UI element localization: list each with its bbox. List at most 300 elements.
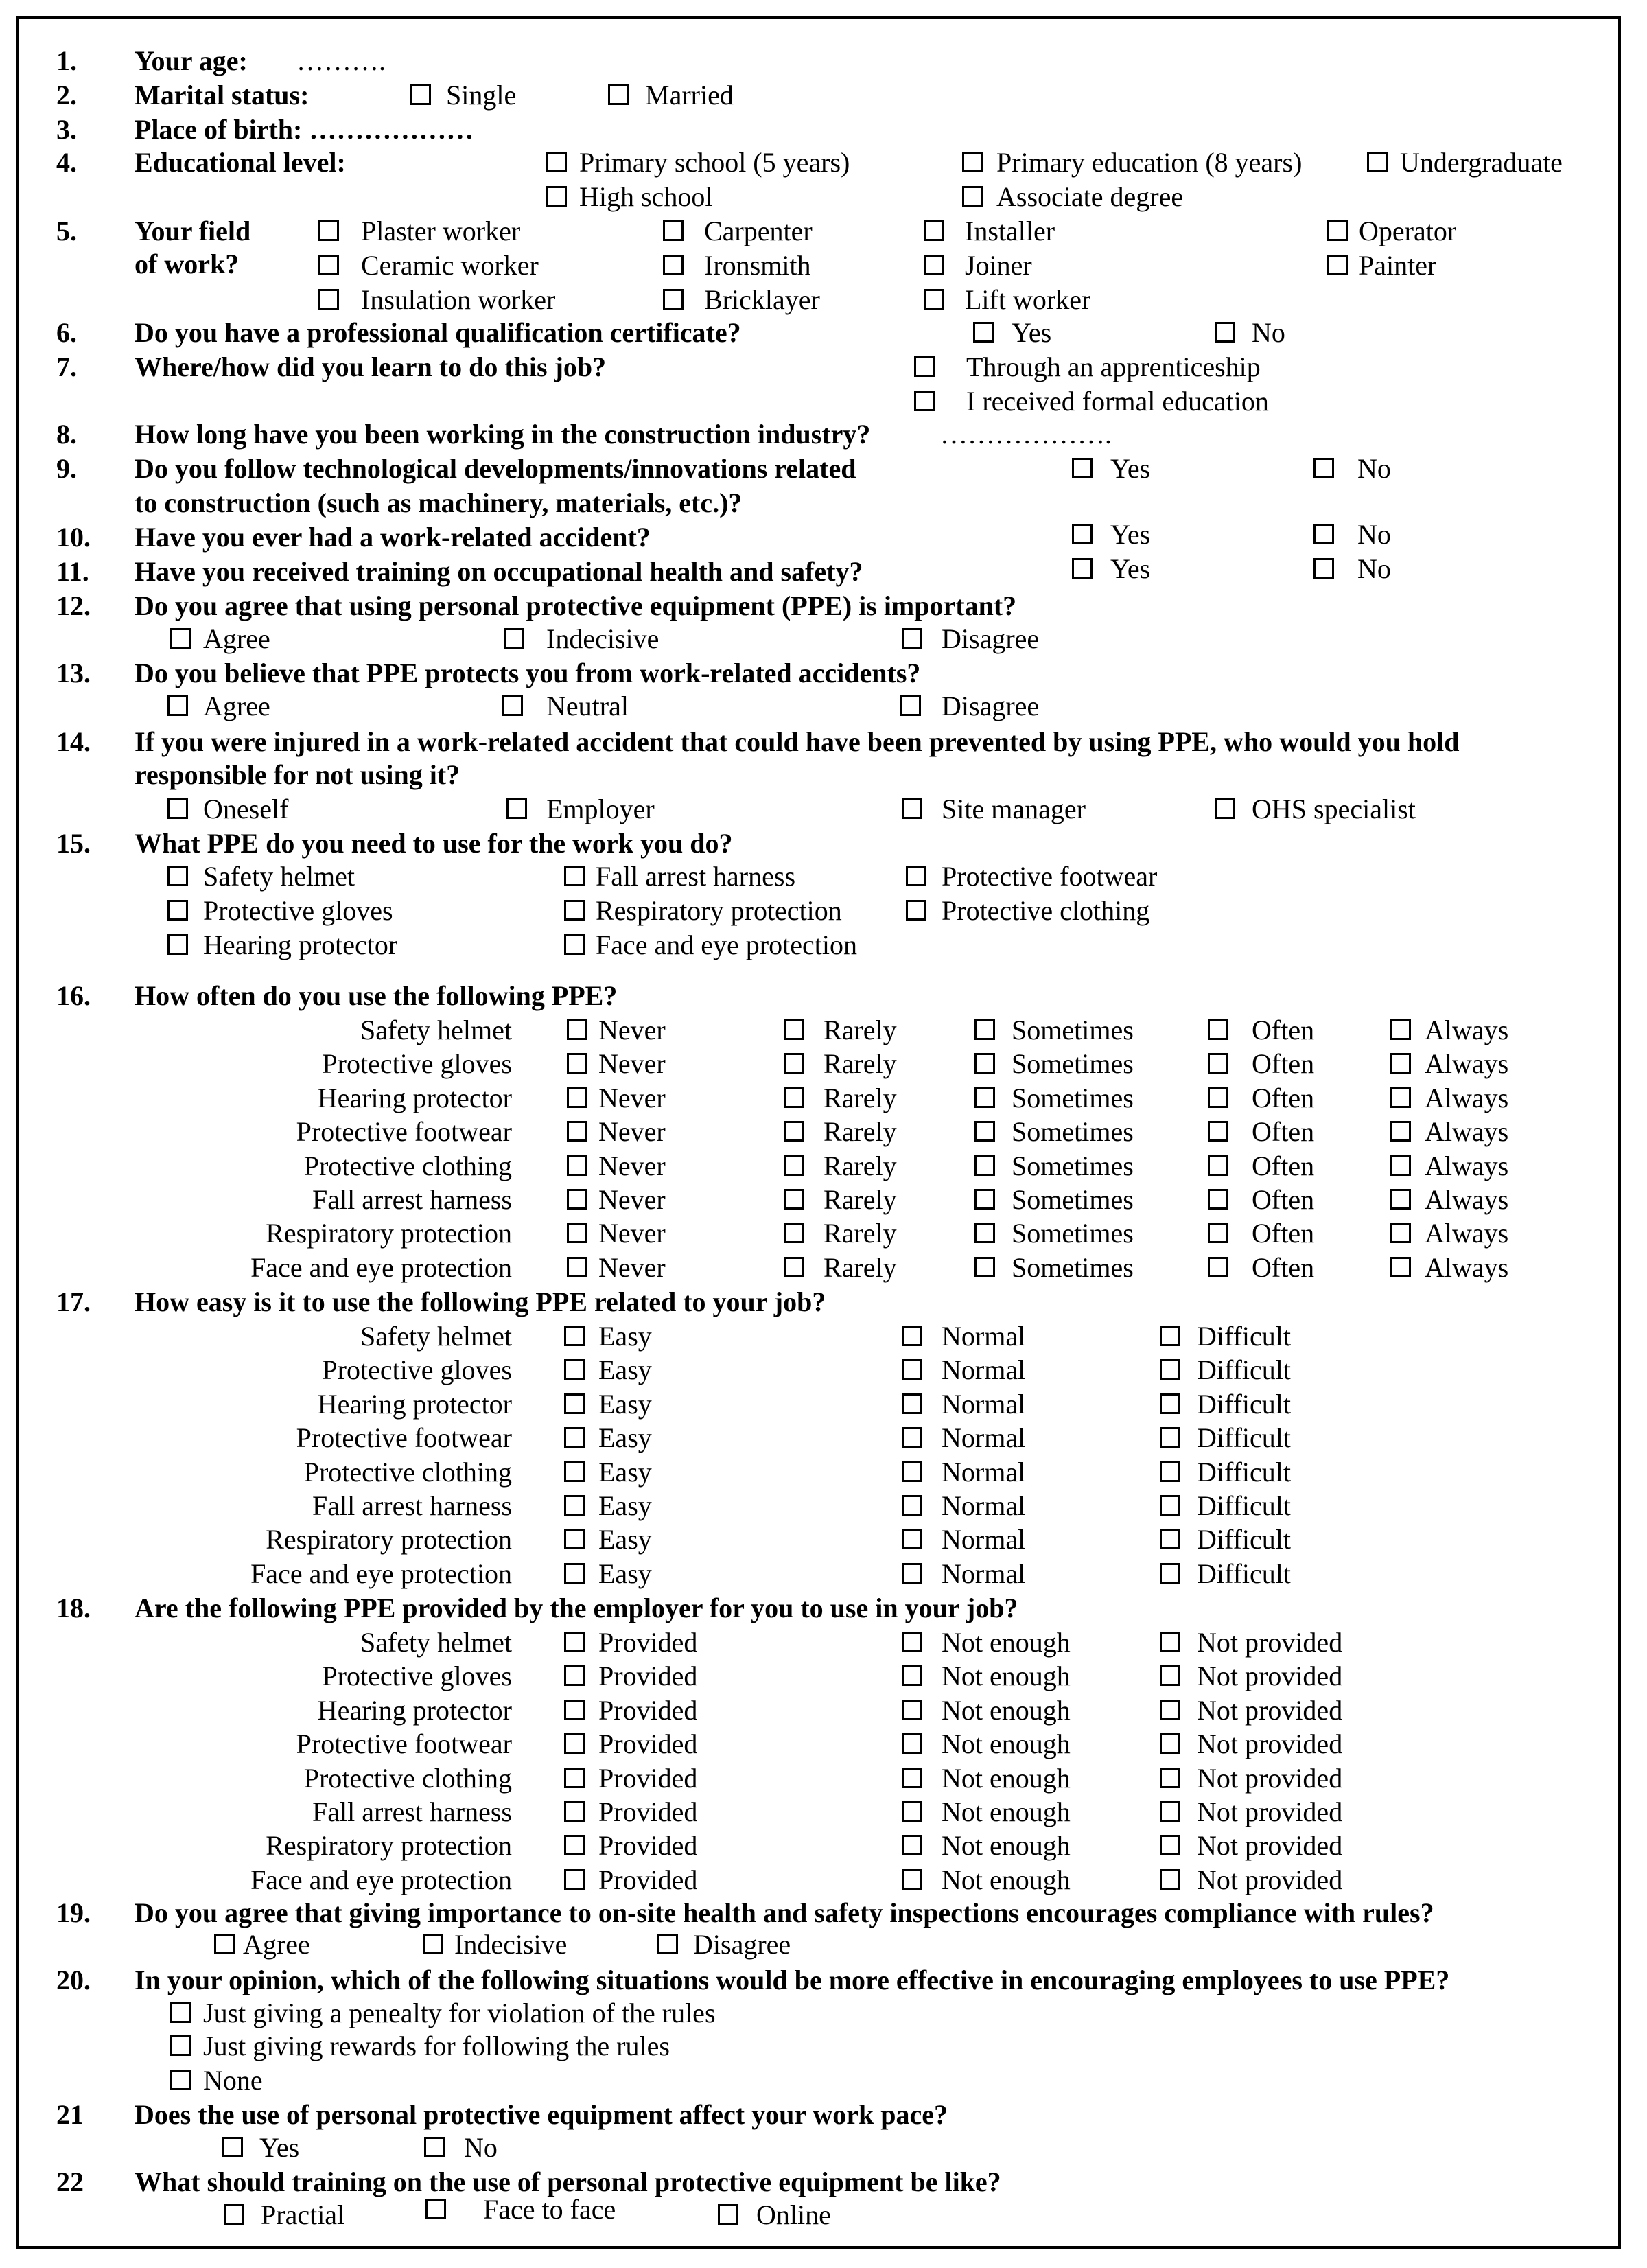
protective-clothing-checkbox[interactable] [906,900,926,921]
undergraduate-checkbox[interactable] [1367,152,1388,172]
fall-arrest-harness-checkbox[interactable] [564,866,585,886]
ceramic-worker-checkbox[interactable] [318,255,339,275]
protective-footwear-not-provided-checkbox[interactable] [1160,1733,1180,1754]
fall-arrest-harness-never-checkbox[interactable] [567,1189,587,1210]
respiratory-protection-not-provided-checkbox[interactable] [1160,1835,1180,1855]
question-label: Your age: [135,45,248,76]
lift-worker-checkbox[interactable] [924,289,944,310]
question-label: If you were injured in a work-related accident that could have been prevented by using PPE, who would you hold [135,726,1460,757]
hearing-protector-never-checkbox[interactable] [567,1087,587,1108]
yes-checkbox[interactable] [222,2137,243,2157]
protective-gloves-not-provided-label: Not provided [1197,1660,1343,1692]
question-label: Educational level: [135,147,346,178]
no-checkbox[interactable] [1313,524,1334,544]
hearing-protector-normal-label: Normal [942,1388,1026,1420]
face-and-eye-protection-not-enough-label: Not enough [942,1864,1071,1895]
hearing-protector-easy-label: Easy [598,1388,652,1420]
question-number: 18. [56,1593,91,1623]
safety-helmet-sometimes-label: Sometimes [1012,1015,1134,1045]
protective-gloves-checkbox[interactable] [167,900,188,921]
safety-helmet-not-provided-label: Not provided [1197,1627,1343,1658]
face-and-eye-protection-difficult-label: Difficult [1197,1558,1292,1589]
protective-footwear-easy-label: Easy [598,1422,652,1454]
question-label: Do you believe that PPE protects you from work-related accidents? [135,658,921,688]
safety-helmet-not-provided-checkbox[interactable] [1160,1632,1180,1652]
respiratory-protection-not-enough-label: Not enough [942,1830,1071,1862]
oneself-checkbox[interactable] [167,798,188,819]
ohs-specialist-label: OHS specialist [1252,794,1416,824]
bricklayer-label: Bricklayer [704,284,820,315]
ohs-specialist-checkbox[interactable] [1215,798,1235,819]
yes-checkbox[interactable] [973,322,994,343]
agree-checkbox[interactable] [167,695,188,716]
indecisive-checkbox[interactable] [423,1934,443,1954]
agree-checkbox[interactable] [170,628,191,649]
question-number: 22 [56,2166,84,2197]
ppe-item-label: Protective gloves [322,1660,512,1692]
ppe-item-label: Respiratory protection [266,1830,512,1862]
question-label: How easy is it to use the following PPE related to your job? [135,1286,826,1317]
apprenticeship-checkbox[interactable] [914,356,935,377]
hearing-protector-easy-checkbox[interactable] [564,1393,585,1414]
yes-checkbox[interactable] [1072,458,1093,478]
associate-degree-checkbox[interactable] [962,186,983,207]
fall-arrest-harness-difficult-checkbox[interactable] [1160,1495,1180,1516]
no-label: No [1357,453,1391,484]
no-checkbox[interactable] [424,2137,445,2157]
primary-school-label: Primary school (5 years) [579,147,850,178]
associate-degree-label: Associate degree [996,181,1184,212]
no-checkbox[interactable] [1313,558,1334,579]
hearing-protector-never-label: Never [598,1082,666,1113]
operator-checkbox[interactable] [1327,220,1348,241]
yes-label: Yes [1110,519,1151,550]
yes-label: Yes [259,2132,300,2163]
question-label: Place of birth: ……………… [135,114,474,145]
primary-school-checkbox[interactable] [546,152,567,172]
protective-clothing-often-checkbox[interactable] [1208,1155,1228,1176]
ppe-item-label: Respiratory protection [266,1524,512,1555]
fall-arrest-harness-not-provided-checkbox[interactable] [1160,1801,1180,1822]
protective-gloves-never-checkbox[interactable] [567,1053,587,1074]
primary-education-checkbox[interactable] [962,152,983,172]
protective-gloves-easy-checkbox[interactable] [564,1359,585,1380]
respiratory-protection-easy-checkbox[interactable] [564,1529,585,1549]
indecisive-checkbox[interactable] [504,628,524,649]
respiratory-protection-sometimes-checkbox[interactable] [974,1223,995,1243]
fall-arrest-harness-not-provided-label: Not provided [1197,1796,1343,1827]
yes-label: Yes [1110,553,1151,584]
indecisive-label: Indecisive [546,623,659,654]
safety-helmet-always-checkbox[interactable] [1390,1019,1411,1040]
respiratory-protection-never-checkbox[interactable] [567,1223,587,1243]
hearing-protector-provided-checkbox[interactable] [564,1700,585,1720]
hearing-protector-not-provided-label: Not provided [1197,1694,1343,1726]
protective-footwear-checkbox[interactable] [906,866,926,886]
insulation-worker-label: Insulation worker [361,284,556,315]
protective-gloves-not-enough-label: Not enough [942,1660,1071,1692]
installer-checkbox[interactable] [924,220,944,241]
protective-footwear-sometimes-checkbox[interactable] [974,1121,995,1142]
safety-helmet-provided-label: Provided [598,1627,698,1658]
question-number: 13. [56,658,91,688]
disagree-label: Disagree [693,1929,791,1960]
answer-blank: ………………. [940,419,1112,450]
ppe-item-label: Face and eye protection [250,1864,512,1895]
fall-arrest-harness-rarely-checkbox[interactable] [784,1189,804,1210]
protective-footwear-always-checkbox[interactable] [1390,1121,1411,1142]
protective-gloves-rarely-checkbox[interactable] [784,1053,804,1074]
fall-arrest-harness-provided-label: Provided [598,1796,698,1827]
protective-clothing-easy-checkbox[interactable] [564,1461,585,1482]
fall-arrest-harness-rarely-label: Rarely [824,1184,897,1215]
protective-footwear-sometimes-label: Sometimes [1012,1116,1134,1148]
respiratory-protection-checkbox[interactable] [564,900,585,921]
respiratory-protection-difficult-checkbox[interactable] [1160,1529,1180,1549]
face-and-eye-protection-normal-label: Normal [942,1558,1026,1589]
protective-footwear-never-label: Never [598,1116,666,1148]
fall-arrest-harness-always-label: Always [1425,1184,1509,1215]
face-and-eye-protection-label: Face and eye protection [596,929,857,960]
agree-checkbox[interactable] [214,1934,235,1954]
face-and-eye-protection-difficult-checkbox[interactable] [1160,1563,1180,1584]
online-checkbox[interactable] [718,2204,738,2225]
face-and-eye-protection-never-checkbox[interactable] [567,1257,587,1277]
question-number: 8. [56,419,77,450]
fall-arrest-harness-always-checkbox[interactable] [1390,1189,1411,1210]
respiratory-protection-rarely-label: Rarely [824,1218,897,1249]
protective-footwear-easy-checkbox[interactable] [564,1427,585,1448]
painter-label: Painter [1359,250,1437,281]
practial-checkbox[interactable] [224,2204,244,2225]
protective-footwear-often-label: Often [1252,1116,1315,1148]
protective-clothing-rarely-label: Rarely [824,1150,897,1181]
employer-checkbox[interactable] [506,798,527,819]
hearing-protector-often-checkbox[interactable] [1208,1087,1228,1108]
protective-gloves-not-enough-checkbox[interactable] [902,1665,922,1686]
protective-gloves-sometimes-checkbox[interactable] [974,1053,995,1074]
plaster-worker-checkbox[interactable] [318,220,339,241]
protective-clothing-difficult-checkbox[interactable] [1160,1461,1180,1482]
fall-arrest-harness-normal-label: Normal [942,1490,1026,1521]
ppe-item-label: Face and eye protection [250,1251,512,1283]
hearing-protector-not-enough-checkbox[interactable] [902,1700,922,1720]
protective-clothing-not-provided-label: Not provided [1197,1762,1343,1794]
single-checkbox[interactable] [410,84,431,105]
disagree-checkbox[interactable] [657,1934,678,1954]
hearing-protector-not-provided-checkbox[interactable] [1160,1700,1180,1720]
respiratory-protection-provided-checkbox[interactable] [564,1835,585,1855]
plaster-worker-label: Plaster worker [361,216,521,246]
hearing-protector-normal-checkbox[interactable] [902,1393,922,1414]
answer-blank: ………. [296,45,386,76]
protective-footwear-normal-checkbox[interactable] [902,1427,922,1448]
fall-arrest-harness-normal-checkbox[interactable] [902,1495,922,1516]
respiratory-protection-rarely-checkbox[interactable] [784,1223,804,1243]
safety-helmet-rarely-label: Rarely [824,1015,897,1045]
question-number: 6. [56,317,77,348]
safety-helmet-rarely-checkbox[interactable] [784,1019,804,1040]
protective-gloves-not-provided-checkbox[interactable] [1160,1665,1180,1686]
formal-education-label: I received formal education [966,386,1269,417]
ceramic-worker-label: Ceramic worker [361,250,539,281]
question-number: 10. [56,522,91,553]
safety-helmet-often-checkbox[interactable] [1208,1019,1228,1040]
protective-footwear-rarely-checkbox[interactable] [784,1121,804,1142]
protective-clothing-provided-label: Provided [598,1762,698,1794]
painter-checkbox[interactable] [1327,255,1348,275]
protective-footwear-provided-label: Provided [598,1728,698,1760]
no-checkbox[interactable] [1215,322,1235,343]
face-and-eye-protection-not-provided-checkbox[interactable] [1160,1869,1180,1890]
fall-arrest-harness-sometimes-checkbox[interactable] [974,1189,995,1210]
joiner-checkbox[interactable] [924,255,944,275]
protective-clothing-provided-checkbox[interactable] [564,1768,585,1788]
disagree-checkbox[interactable] [900,695,921,716]
formal-education-checkbox[interactable] [914,391,935,411]
hearing-protector-often-label: Often [1252,1082,1315,1113]
question-number: 9. [56,453,77,484]
fall-arrest-harness-easy-checkbox[interactable] [564,1495,585,1516]
respiratory-protection-normal-checkbox[interactable] [902,1529,922,1549]
question-label: In your opinion, which of the following situations would be more effective in encouraging employees to use PPE? [135,1965,1450,1995]
question-label: Do you follow technological developments/innovations related [135,453,856,484]
ppe-item-label: Protective footwear [296,1422,512,1454]
indecisive-label: Indecisive [454,1929,568,1960]
face-and-eye-protection-easy-checkbox[interactable] [564,1563,585,1584]
high-school-checkbox[interactable] [546,186,567,207]
question-number: 3. [56,114,77,145]
safety-helmet-not-enough-checkbox[interactable] [902,1632,922,1652]
respiratory-protection-always-checkbox[interactable] [1390,1223,1411,1243]
question-number: 16. [56,980,91,1011]
hearing-protector-checkbox[interactable] [167,934,188,955]
yes-label: Yes [1012,317,1052,348]
face-and-eye-protection-always-checkbox[interactable] [1390,1257,1411,1277]
ppe-item-label: Protective clothing [303,1150,512,1181]
agree-label: Agree [243,1929,310,1960]
ppe-item-label: Protective footwear [296,1116,512,1148]
face-and-eye-protection-rarely-checkbox[interactable] [784,1257,804,1277]
none-checkbox[interactable] [170,2070,191,2090]
protective-clothing-normal-checkbox[interactable] [902,1461,922,1482]
protective-clothing-always-checkbox[interactable] [1390,1155,1411,1176]
respiratory-protection-often-checkbox[interactable] [1208,1223,1228,1243]
face-and-eye-protection-normal-checkbox[interactable] [902,1563,922,1584]
ironsmith-label: Ironsmith [704,250,811,281]
protective-gloves-often-label: Often [1252,1048,1315,1080]
protective-footwear-never-checkbox[interactable] [567,1121,587,1142]
no-label: No [1357,553,1391,584]
protective-gloves-difficult-checkbox[interactable] [1160,1359,1180,1380]
respiratory-protection-not-provided-label: Not provided [1197,1830,1343,1862]
neutral-label: Neutral [546,691,629,721]
lift-worker-label: Lift worker [965,284,1091,315]
operator-label: Operator [1359,216,1457,246]
face-and-eye-protection-checkbox[interactable] [564,934,585,955]
ppe-item-label: Safety helmet [360,1015,512,1045]
protective-gloves-always-checkbox[interactable] [1390,1053,1411,1074]
ppe-item-label: Fall arrest harness [312,1490,512,1521]
hearing-protector-not-enough-label: Not enough [942,1694,1071,1726]
protective-footwear-normal-label: Normal [942,1422,1026,1454]
face-and-eye-protection-easy-label: Easy [598,1558,652,1589]
question-label: Have you received training on occupational health and safety? [135,556,863,587]
fall-arrest-harness-often-checkbox[interactable] [1208,1189,1228,1210]
hearing-protector-sometimes-checkbox[interactable] [974,1087,995,1108]
undergraduate-label: Undergraduate [1400,147,1563,178]
ppe-item-label: Protective clothing [303,1762,512,1794]
protective-clothing-easy-label: Easy [598,1456,652,1488]
safety-helmet-not-enough-label: Not enough [942,1627,1071,1658]
bricklayer-checkbox[interactable] [663,289,684,310]
question-number: 20. [56,1965,91,1995]
question-label: of work? [135,248,240,279]
protective-gloves-provided-checkbox[interactable] [564,1665,585,1686]
safety-helmet-always-label: Always [1425,1015,1509,1045]
protective-footwear-often-checkbox[interactable] [1208,1121,1228,1142]
protective-footwear-rarely-label: Rarely [824,1116,897,1148]
safety-helmet-sometimes-checkbox[interactable] [974,1019,995,1040]
protective-footwear-label: Protective footwear [942,861,1158,892]
no-label: No [1252,317,1285,348]
respiratory-protection-not-enough-checkbox[interactable] [902,1835,922,1855]
ppe-item-label: Fall arrest harness [312,1796,512,1827]
disagree-label: Disagree [942,623,1040,654]
carpenter-label: Carpenter [704,216,813,246]
ppe-item-label: Safety helmet [360,1321,512,1352]
face-and-eye-protection-not-enough-checkbox[interactable] [902,1869,922,1890]
site-manager-checkbox[interactable] [902,798,922,819]
hearing-protector-label: Hearing protector [203,929,398,960]
protective-clothing-never-label: Never [598,1150,666,1181]
question-label: Your field [135,216,251,246]
insulation-worker-checkbox[interactable] [318,289,339,310]
face-to-face-checkbox[interactable] [425,2199,446,2219]
rewards-label: Just giving rewards for following the rules [203,2030,670,2061]
face-and-eye-protection-often-label: Often [1252,1251,1315,1283]
protective-gloves-often-checkbox[interactable] [1208,1053,1228,1074]
hearing-protector-difficult-label: Difficult [1197,1388,1292,1420]
apprenticeship-label: Through an apprenticeship [966,351,1261,382]
protective-footwear-always-label: Always [1425,1116,1509,1148]
carpenter-checkbox[interactable] [663,220,684,241]
protective-gloves-sometimes-label: Sometimes [1012,1048,1134,1080]
fall-arrest-harness-sometimes-label: Sometimes [1012,1184,1134,1215]
question-label: Do you agree that using personal protective equipment (PPE) is important? [135,590,1017,621]
hearing-protector-rarely-label: Rarely [824,1082,897,1113]
oneself-label: Oneself [203,794,289,824]
safety-helmet-difficult-label: Difficult [1197,1321,1292,1352]
safety-helmet-checkbox[interactable] [167,866,188,886]
ppe-item-label: Protective clothing [303,1456,512,1488]
protective-gloves-normal-checkbox[interactable] [902,1359,922,1380]
protective-footwear-provided-checkbox[interactable] [564,1733,585,1754]
question-number: 5. [56,216,77,246]
respiratory-protection-label: Respiratory protection [596,895,842,926]
question-number: 7. [56,351,77,382]
face-and-eye-protection-always-label: Always [1425,1251,1509,1283]
safety-helmet-provided-checkbox[interactable] [564,1632,585,1652]
site-manager-label: Site manager [942,794,1086,824]
face-and-eye-protection-often-checkbox[interactable] [1208,1257,1228,1277]
hearing-protector-difficult-checkbox[interactable] [1160,1393,1180,1414]
protective-clothing-rarely-checkbox[interactable] [784,1155,804,1176]
protective-footwear-difficult-checkbox[interactable] [1160,1427,1180,1448]
disagree-checkbox[interactable] [902,628,922,649]
question-number: 14. [56,726,91,757]
fall-arrest-harness-never-label: Never [598,1184,666,1215]
protective-clothing-sometimes-checkbox[interactable] [974,1155,995,1176]
married-label: Married [645,80,734,111]
practial-label: Practial [261,2199,345,2230]
yes-checkbox[interactable] [1072,524,1093,544]
fall-arrest-harness-provided-checkbox[interactable] [564,1801,585,1822]
question-label: Does the use of personal protective equipment affect your work pace? [135,2099,948,2130]
rewards-checkbox[interactable] [170,2035,191,2056]
respiratory-protection-provided-label: Provided [598,1830,698,1862]
protective-gloves-never-label: Never [598,1048,666,1080]
protective-gloves-normal-label: Normal [942,1354,1026,1386]
respiratory-protection-often-label: Often [1252,1218,1315,1249]
safety-helmet-easy-checkbox[interactable] [564,1326,585,1346]
safety-helmet-difficult-checkbox[interactable] [1160,1326,1180,1346]
neutral-checkbox[interactable] [502,695,523,716]
ironsmith-checkbox[interactable] [663,255,684,275]
hearing-protector-provided-label: Provided [598,1694,698,1726]
employer-label: Employer [546,794,655,824]
fall-arrest-harness-often-label: Often [1252,1184,1315,1215]
penalty-checkbox[interactable] [170,2002,191,2023]
none-label: None [203,2065,263,2096]
question-label: responsible for not using it? [135,759,460,790]
face-and-eye-protection-sometimes-checkbox[interactable] [974,1257,995,1277]
no-checkbox[interactable] [1313,458,1334,478]
protective-clothing-label: Protective clothing [942,895,1150,926]
ppe-item-label: Safety helmet [360,1627,512,1658]
respiratory-protection-normal-label: Normal [942,1524,1026,1555]
respiratory-protection-easy-label: Easy [598,1524,652,1555]
protective-gloves-label: Protective gloves [203,895,393,926]
question-label: What should training on the use of personal protective equipment be like? [135,2166,1001,2197]
respiratory-protection-difficult-label: Difficult [1197,1524,1292,1555]
face-and-eye-protection-provided-checkbox[interactable] [564,1869,585,1890]
protective-clothing-not-provided-checkbox[interactable] [1160,1768,1180,1788]
safety-helmet-normal-checkbox[interactable] [902,1326,922,1346]
protective-gloves-easy-label: Easy [598,1354,652,1386]
ppe-item-label: Hearing protector [317,1082,512,1113]
safety-helmet-often-label: Often [1252,1015,1315,1045]
safety-helmet-easy-label: Easy [598,1321,652,1352]
question-number: 15. [56,828,91,859]
fall-arrest-harness-not-enough-checkbox[interactable] [902,1801,922,1822]
yes-checkbox[interactable] [1072,558,1093,579]
safety-helmet-never-checkbox[interactable] [567,1019,587,1040]
hearing-protector-sometimes-label: Sometimes [1012,1082,1134,1113]
hearing-protector-rarely-checkbox[interactable] [784,1087,804,1108]
respiratory-protection-sometimes-label: Sometimes [1012,1218,1134,1249]
hearing-protector-always-checkbox[interactable] [1390,1087,1411,1108]
protective-clothing-never-checkbox[interactable] [567,1155,587,1176]
protective-gloves-difficult-label: Difficult [1197,1354,1292,1386]
married-checkbox[interactable] [608,84,629,105]
protective-clothing-not-enough-checkbox[interactable] [902,1768,922,1788]
face-to-face-label: Face to face [483,2194,616,2225]
protective-footwear-not-enough-checkbox[interactable] [902,1733,922,1754]
question-number: 12. [56,590,91,621]
question-label: Are the following PPE provided by the employer for you to use in your job? [135,1593,1018,1623]
question-number: 11. [56,556,89,587]
